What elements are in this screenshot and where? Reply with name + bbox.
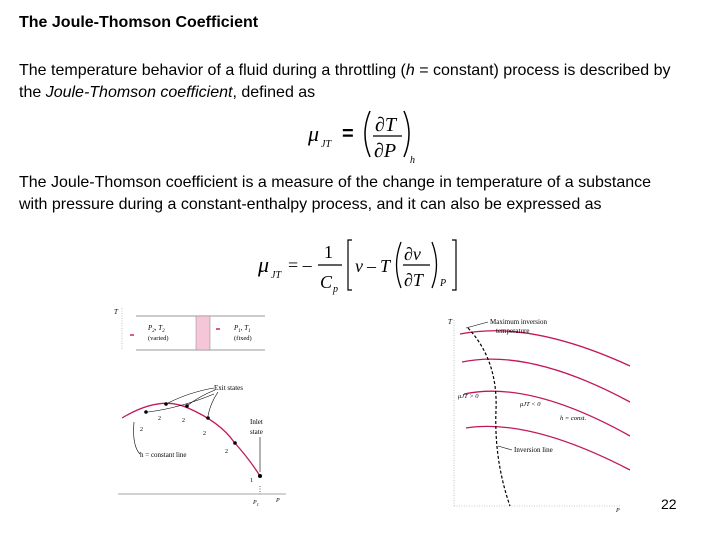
eq1-denominator: ∂P (374, 140, 397, 162)
pt-label-2b: 2 (158, 416, 161, 422)
eq2-right-bracket (452, 240, 456, 290)
eq2-left-paren (397, 242, 402, 288)
eq1-left-paren (365, 111, 370, 157)
left-axis-p-label: P (276, 498, 280, 504)
exit-pointer-4 (148, 394, 214, 412)
exit-states-label: Exit states (214, 384, 243, 392)
pt-label-1: 1 (250, 478, 253, 484)
eq2-subscript: P (440, 278, 447, 289)
state-point-2b (164, 402, 168, 406)
state2-note: (varied) (148, 335, 169, 342)
state2-p: $P_2$, $T_2$ (148, 324, 165, 334)
eq2-right-paren (432, 242, 437, 288)
mu-negative-label: μJT < 0 (520, 401, 541, 408)
second-paragraph: The Joule-Thomson coefficient is a measure of the change in temperature of a substance with pressure during a constant-enthalpy process, and it can also be expressed as (19, 174, 652, 213)
inlet-state-label-2: state (250, 428, 263, 436)
state1-note: (fixed) (234, 335, 252, 342)
exit-pointer-1 (168, 388, 214, 403)
state1-p: $P_1$, $T_1$ (234, 324, 251, 334)
max-inversion-label-1: Maximum inversion (490, 318, 547, 326)
max-inversion-pointer (466, 322, 488, 328)
right-axis-p: P (616, 508, 620, 512)
eq1-numerator: ∂T (375, 114, 397, 136)
eq1-mu: μ (308, 121, 320, 146)
intro-term: Joule-Thomson coefficient (45, 84, 233, 101)
h-constant-label: h = constant line (140, 451, 187, 459)
mu-positive-label: μJT > 0 (458, 393, 479, 400)
max-inversion-label-2: temperature (496, 327, 530, 335)
eq2-v: v (355, 256, 363, 276)
eq1-mu-sub: JT (321, 139, 331, 150)
eq2-minus: – (367, 256, 376, 276)
eq2-cp: C (320, 272, 333, 292)
eq1-right-paren (404, 111, 409, 157)
left-axis-t-top: T (114, 308, 118, 316)
intro-text-a: The temperature behavior of a fluid during a throttling ( (19, 62, 406, 79)
eq1-equals: = (342, 123, 354, 145)
jt-expression-equation (252, 234, 472, 296)
intro-paragraph (19, 60, 679, 104)
state-point-2d (206, 416, 210, 420)
inversion-diagram (440, 310, 650, 512)
eq2-one: 1 (324, 242, 333, 262)
isenthalp-2 (462, 359, 630, 402)
inversion-line (468, 328, 510, 506)
eq2-denominator: ∂T (404, 270, 423, 290)
eq1-subscript: h (410, 155, 415, 165)
eq2-numerator: ∂v (404, 244, 421, 264)
right-axis-t: T (448, 318, 452, 326)
pt-label-2e: 2 (225, 449, 228, 455)
exit-pointer-2 (188, 390, 215, 405)
h-constant-curve (122, 403, 260, 476)
intro-text-c: , defined as (232, 84, 316, 101)
slide-title: The Joule-Thomson Coefficient (19, 14, 259, 31)
eq2-left-bracket (348, 240, 352, 290)
eq2-mu-sub: JT (271, 270, 281, 281)
eq2-T: T (380, 256, 391, 276)
intro-h-symbol: h (405, 62, 415, 79)
page-number: 22 (661, 496, 677, 512)
state-point-2e (233, 441, 237, 445)
left-axis-p1-label: $P_1$ (253, 500, 259, 507)
eq2-mu: μ (258, 252, 270, 277)
pt-label-2a: 2 (140, 427, 143, 433)
inversion-line-pointer (498, 446, 512, 450)
porous-plug (196, 316, 210, 350)
isenthalp-3 (464, 391, 630, 436)
eq2-equals-minus: = – (288, 255, 312, 275)
eq2-cp-sub: p (333, 284, 338, 295)
h-const-label: h = const. (560, 415, 587, 422)
state-point-1 (258, 474, 262, 478)
isenthalp-1 (460, 331, 630, 366)
pt-label-2d: 2 (203, 431, 206, 437)
throttling-diagram (110, 300, 290, 512)
state-point-2a (144, 410, 148, 414)
intro-text-b: = constant) process is described by the (19, 62, 671, 101)
inlet-state-label-1: Inlet (250, 418, 263, 426)
jt-definition-equation (300, 103, 430, 165)
inversion-line-label: Inversion line (514, 446, 553, 454)
pt-label-2c: 2 (182, 418, 185, 424)
